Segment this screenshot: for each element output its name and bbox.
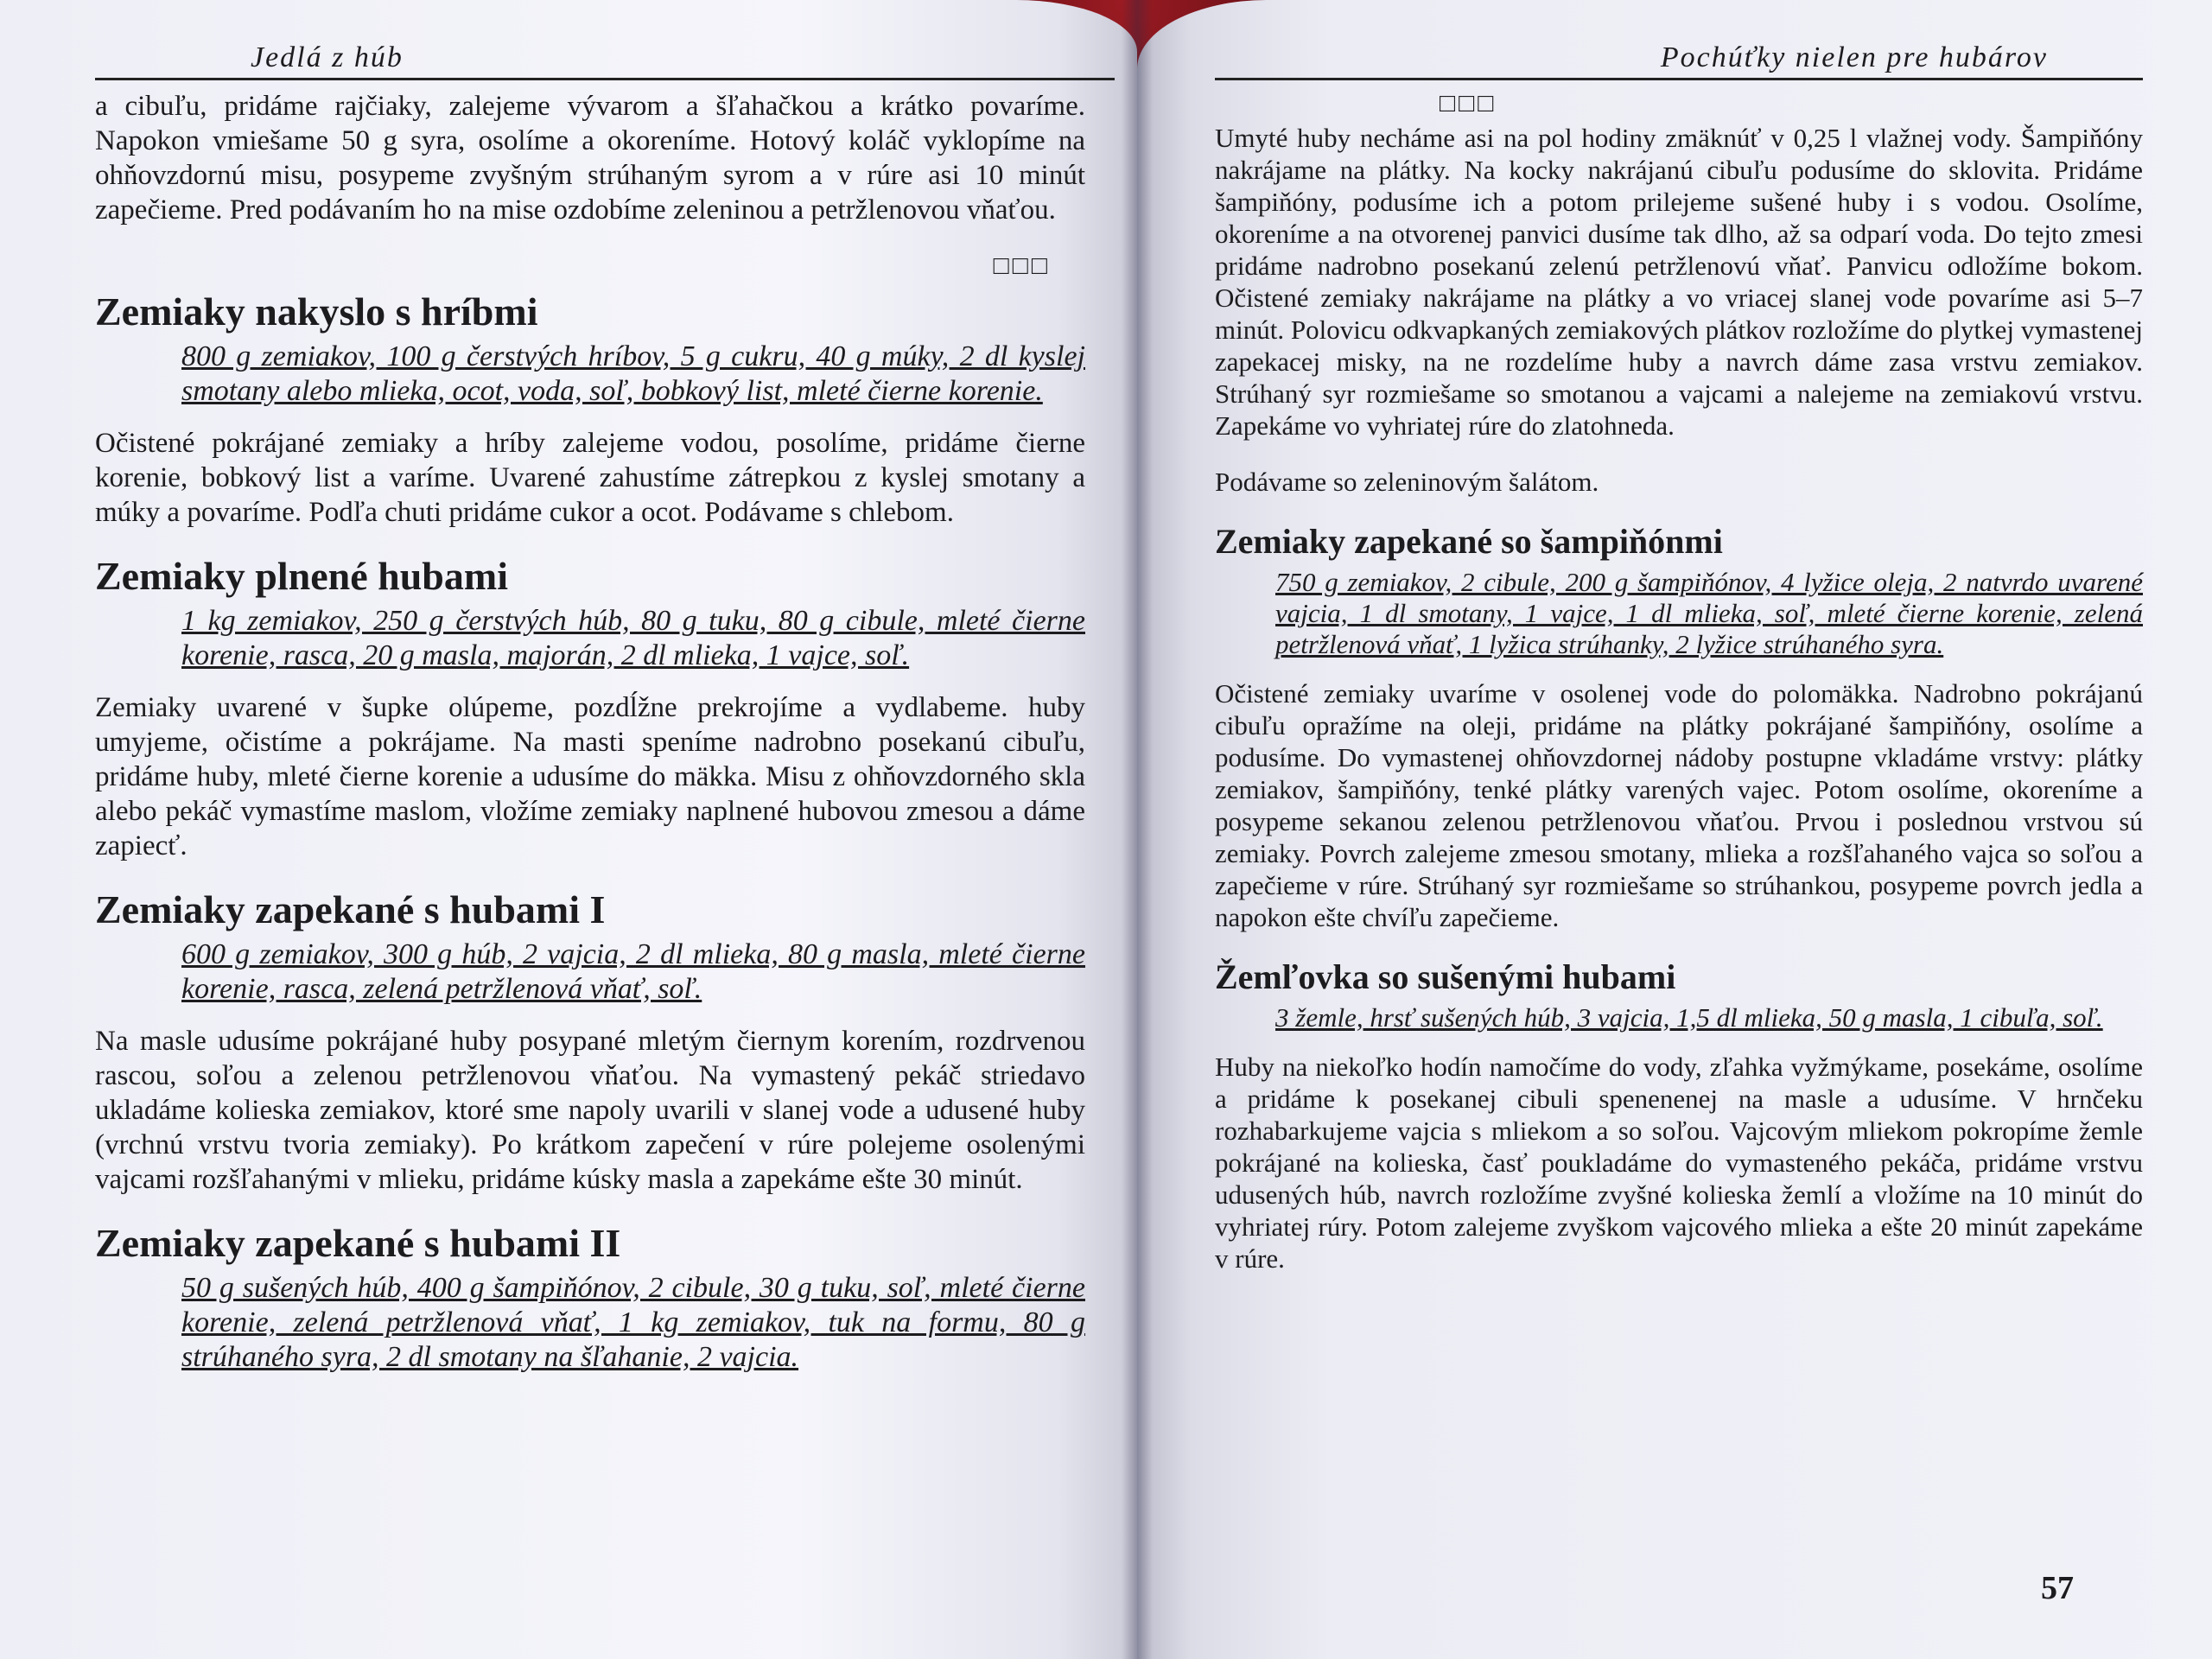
right-running-head: Pochúťky nielen pre hubárov	[1215, 41, 2143, 80]
recipe-text: Na masle udusíme pokrájané huby posypané mletým čiernym korením, rozdrvenou rascou, soľou a zelenou petržlenovou vňaťou. Na vymastený pekáč striedavo ukladáme kolieska zemiakov, ktoré sme napoly uvarili v slanej vode a udusené huby (vrchnú vrstvu tvoria zemiaky). Po krátkom zapečení v rúre polejeme osolenými vajcami rozšľahanými v mlieku, pridáme kúsky masla a zapekáme ešte 30 minút.	[95, 1026, 1085, 1195]
book-gutter	[1122, 0, 1153, 1659]
right-page	[1137, 0, 2212, 1659]
recipe-text: Očistené pokrájané zemiaky a hríby zalejeme vodou, posolíme, pridáme čierne korenie, bobkový list a varíme. Uvarené zahustíme zátrepkou z kyslej smotany a múky a povaríme. Podľa chuti pridáme cukor a ocot. Podávame s chlebom.	[95, 428, 1085, 528]
recipe-ingredients: 750 g zemiakov, 2 cibule, 200 g šampiňónov, 4 lyžice oleja, 2 natvrdo uvarené vajcia, 1 dl smotany, 1 vajce, 1 dl mlieka, soľ, mleté čierne korenie, zelená petržlenová vňať, 1 lyžica strúhanky, 2 lyžice strúhaného syra.	[1275, 567, 2143, 659]
recipe-ingredients: 3 žemle, hrsť sušených húb, 3 vajcia, 1,5 dl mlieka, 50 g masla, 1 cibuľa, soľ.	[1275, 1002, 2103, 1033]
recipe-title: Zemiaky plnené hubami	[95, 554, 508, 598]
left-ornament: □□□	[993, 251, 1051, 280]
right-ornament: □□□	[1440, 89, 1497, 118]
recipe-title: Zemiaky zapekané s hubami I	[95, 887, 606, 931]
serving-note: Podávame so zeleninovým šalátom.	[1215, 467, 1599, 497]
page-number: 57	[2041, 1570, 2074, 1606]
recipe-text: Očistené zemiaky uvaríme v osolenej vode do polomäkka. Nadrobno pokrájanú cibuľu opražíme na oleji, pridáme na plátky pokrájané šampiňóny, osolíme a podusíme. Do vymastenej ohňovzdornej nádoby postupne vkladáme vrstvy: plátky zemiakov, šampiňóny, tenké plátky varených vajec. Potom osolíme, okoreníme a posypeme sekanou zelenou petržlenovou vňaťou. Prvou i poslednou vrstvou sú zemiaky. Povrch zalejeme zmesou smotany, mlieka a rozšľahaného vajca so soľou a zapečieme v rúre. Strúhaný syr rozmiešame so strúhankou, posypeme povrch jedla a napokon ešte chvíľu zapečieme.	[1215, 678, 2143, 932]
right-intro-paragraph: Umyté huby necháme asi na pol hodiny zmäknúť v 0,25 l vlažnej vody. Šampiňóny nakrájame na plátky. Na kocky nakrájanú cibuľu podusíme do sklovita. Pridáme šampiňóny, podusíme ich a potom prilejeme sušené huby i s vodou. Osolíme, okoreníme a na otvorenej panvici dusíme tak dlho, až sa odparí voda. Do tejto zmesi pridáme nadrobno posekanú zelenú petržlenovú vňať. Panvicu odložíme bokom. Očistené zemiaky nakrájame na plátky a vo vriacej slanej vode povaríme asi 5–7 minút. Polovicu odkvapkaných zemiakových plátkov rozložíme do plytkej vymastenej zapekacej misky, na ne rozdelíme huby a navrch dáme zasa vrstvu zemiakov. Strúhaný syr rozmiešame so smotanou a vajcami a nalejeme na zemiakovú vrstvu. Zapekáme vo vyhriatej rúre do zlatohneda.	[1215, 123, 2143, 441]
recipe-ingredients: 50 g sušených húb, 400 g šampiňónov, 2 cibule, 30 g tuku, soľ, mleté čierne korenie, zelená petržlenová vňať, 1 kg zemiakov, tuk na formu, 80 g strúhaného syra, 2 dl smotany na šľahanie, 2 vajcia.	[181, 1272, 1085, 1373]
recipe-title: Zemiaky nakyslo s hríbmi	[95, 289, 538, 334]
left-running-head: Jedlá z húb	[95, 41, 1115, 80]
recipe-text: Zemiaky uvarené v šupke olúpeme, pozdĺžne prekrojíme a vydlabeme. huby umyjeme, očistíme a pokrájame. Na masti speníme nadrobno posekanú cibuľu, pridáme huby, mleté čierne korenie a udusíme do mäkka. Misu z ohňovzdorného skla alebo pekáč vymastíme maslom, vložíme zemiaky naplnené hubovou zmesou a dáme zapiecť.	[95, 692, 1085, 861]
recipe-title: Žemľovka so sušenými hubami	[1215, 957, 1676, 996]
recipe-title: Zemiaky zapekané s hubami II	[95, 1221, 621, 1265]
left-intro-paragraph: a cibuľu, pridáme rajčiaky, zalejeme vývarom a šľahačkou a krátko povaríme. Napokon vmiešame 50 g syra, osolíme a okoreníme. Hotový koláč vyklopíme na ohňovzdornú misu, posypeme zvyšným strúhaným syrom a v rúre asi 10 minút zapečieme. Pred podávaním ho na mise ozdobíme zeleninou a petržlenovou vňaťou.	[95, 91, 1085, 226]
recipe-ingredients: 800 g zemiakov, 100 g čerstvých hríbov, 5 g cukru, 40 g múky, 2 dl kyslej smotany alebo mlieka, ocot, voda, soľ, bobkový list, mleté čierne korenie.	[181, 340, 1085, 407]
recipe-ingredients: 600 g zemiakov, 300 g húb, 2 vajcia, 2 dl mlieka, 80 g masla, mleté čierne korenie, rasca, zelená petržlenová vňať, soľ.	[181, 938, 1085, 1005]
recipe-title: Zemiaky zapekané so šampiňónmi	[1215, 522, 1723, 561]
recipe-ingredients: 1 kg zemiakov, 250 g čerstvých húb, 80 g tuku, 80 g cibule, mleté čierne korenie, rasca, 20 g masla, majorán, 2 dl mlieka, 1 vajce, soľ.	[181, 605, 1085, 671]
recipe-text: Huby na niekoľko hodín namočíme do vody, zľahka vyžmýkame, posekáme, osolíme a pridáme k posekanej cibuli spenenenej na masle a udusíme. V hrnčeku rozhabarkujeme vajcia s mliekom a so soľou. Vajcovým mliekom pokropíme žemle pokrájané na kolieska, časť poukladáme do vymasteného pekáča, pridáme vrstvu udusených húb, navrch rozložíme zvyšné kolieska žemlí a vložíme na 10 minút do vyhriatej rúry. Potom zalejeme zvyškom vajcového mlieka a ešte 20 minút zapekáme v rúre.	[1215, 1052, 2143, 1274]
